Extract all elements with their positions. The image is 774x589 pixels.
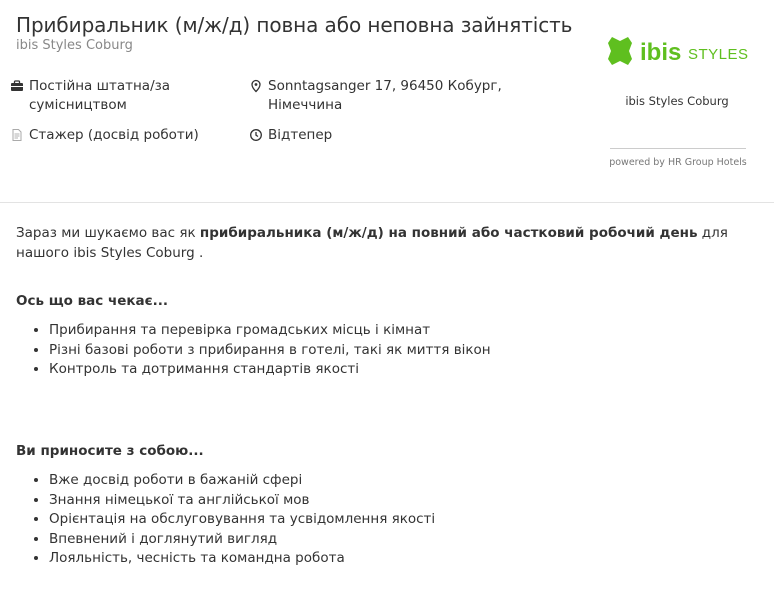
meta-start: [268, 126, 468, 145]
meta-employment-type: [29, 77, 229, 115]
intro-before: Зараз ми шукаємо вас як: [16, 225, 200, 241]
list-item: • Орієнтація на обслуговування та усвідомлення якості: [49, 510, 435, 530]
brand-name: ibis Styles Coburg: [625, 94, 729, 108]
list-item: • Лояльність, чесність та командна робота: [49, 549, 435, 569]
meta-address: [268, 77, 508, 115]
list-item: • Впевнений і доглянутий вигляд: [49, 530, 435, 550]
company-name: ibis Styles Coburg: [16, 38, 133, 53]
section-heading-requirements: Ви приносите з собою...: [16, 443, 204, 459]
location-pin-icon: [249, 79, 263, 93]
document-icon: [10, 128, 24, 142]
header-divider: [0, 202, 774, 203]
tasks-list: [16, 321, 491, 380]
meta-experience: [29, 126, 229, 145]
intro-after: для нашого ibis Styles Coburg .: [16, 225, 728, 261]
ibis-styles-logo-icon: [606, 34, 752, 68]
list-item: • Контроль та дотримання стандартів якості: [49, 360, 491, 380]
intro-paragraph: [16, 223, 761, 263]
powered-by-text: powered by HR Group Hotels: [609, 157, 747, 168]
briefcase-icon: [10, 79, 24, 93]
intro-bold: прибиральника (м/ж/д) на повний або частковий робочий день: [199, 225, 698, 241]
logo-main-text: ibis: [640, 39, 682, 66]
list-item: • Різні базові роботи з прибирання в готелі, такі як миття вікон: [49, 341, 491, 361]
address-text: Sonntagsanger 17, 96450 Кобург, Німеччина: [268, 78, 502, 113]
clock-icon: [249, 128, 263, 142]
section-heading-tasks: Ось що вас чекає...: [16, 293, 169, 309]
requirements-list: [16, 471, 435, 569]
job-title: Прибиральник (м/ж/д) повна або неповна зайнятість: [16, 13, 573, 37]
brand-divider: [610, 148, 746, 149]
employment-type-text: Постійна штатна/за сумісництвом: [29, 78, 171, 113]
experience-text: Стажер (досвід роботи): [29, 127, 199, 143]
brand-logo: [604, 34, 754, 68]
start-text: Відтепер: [268, 127, 333, 143]
logo-sub-text: STYLES: [688, 46, 749, 63]
list-item: • Знання німецької та англійської мов: [49, 491, 435, 511]
list-item: • Прибирання та перевірка громадських місць і кімнат: [49, 321, 491, 341]
list-item: • Вже досвід роботи в бажаній сфері: [49, 471, 435, 491]
